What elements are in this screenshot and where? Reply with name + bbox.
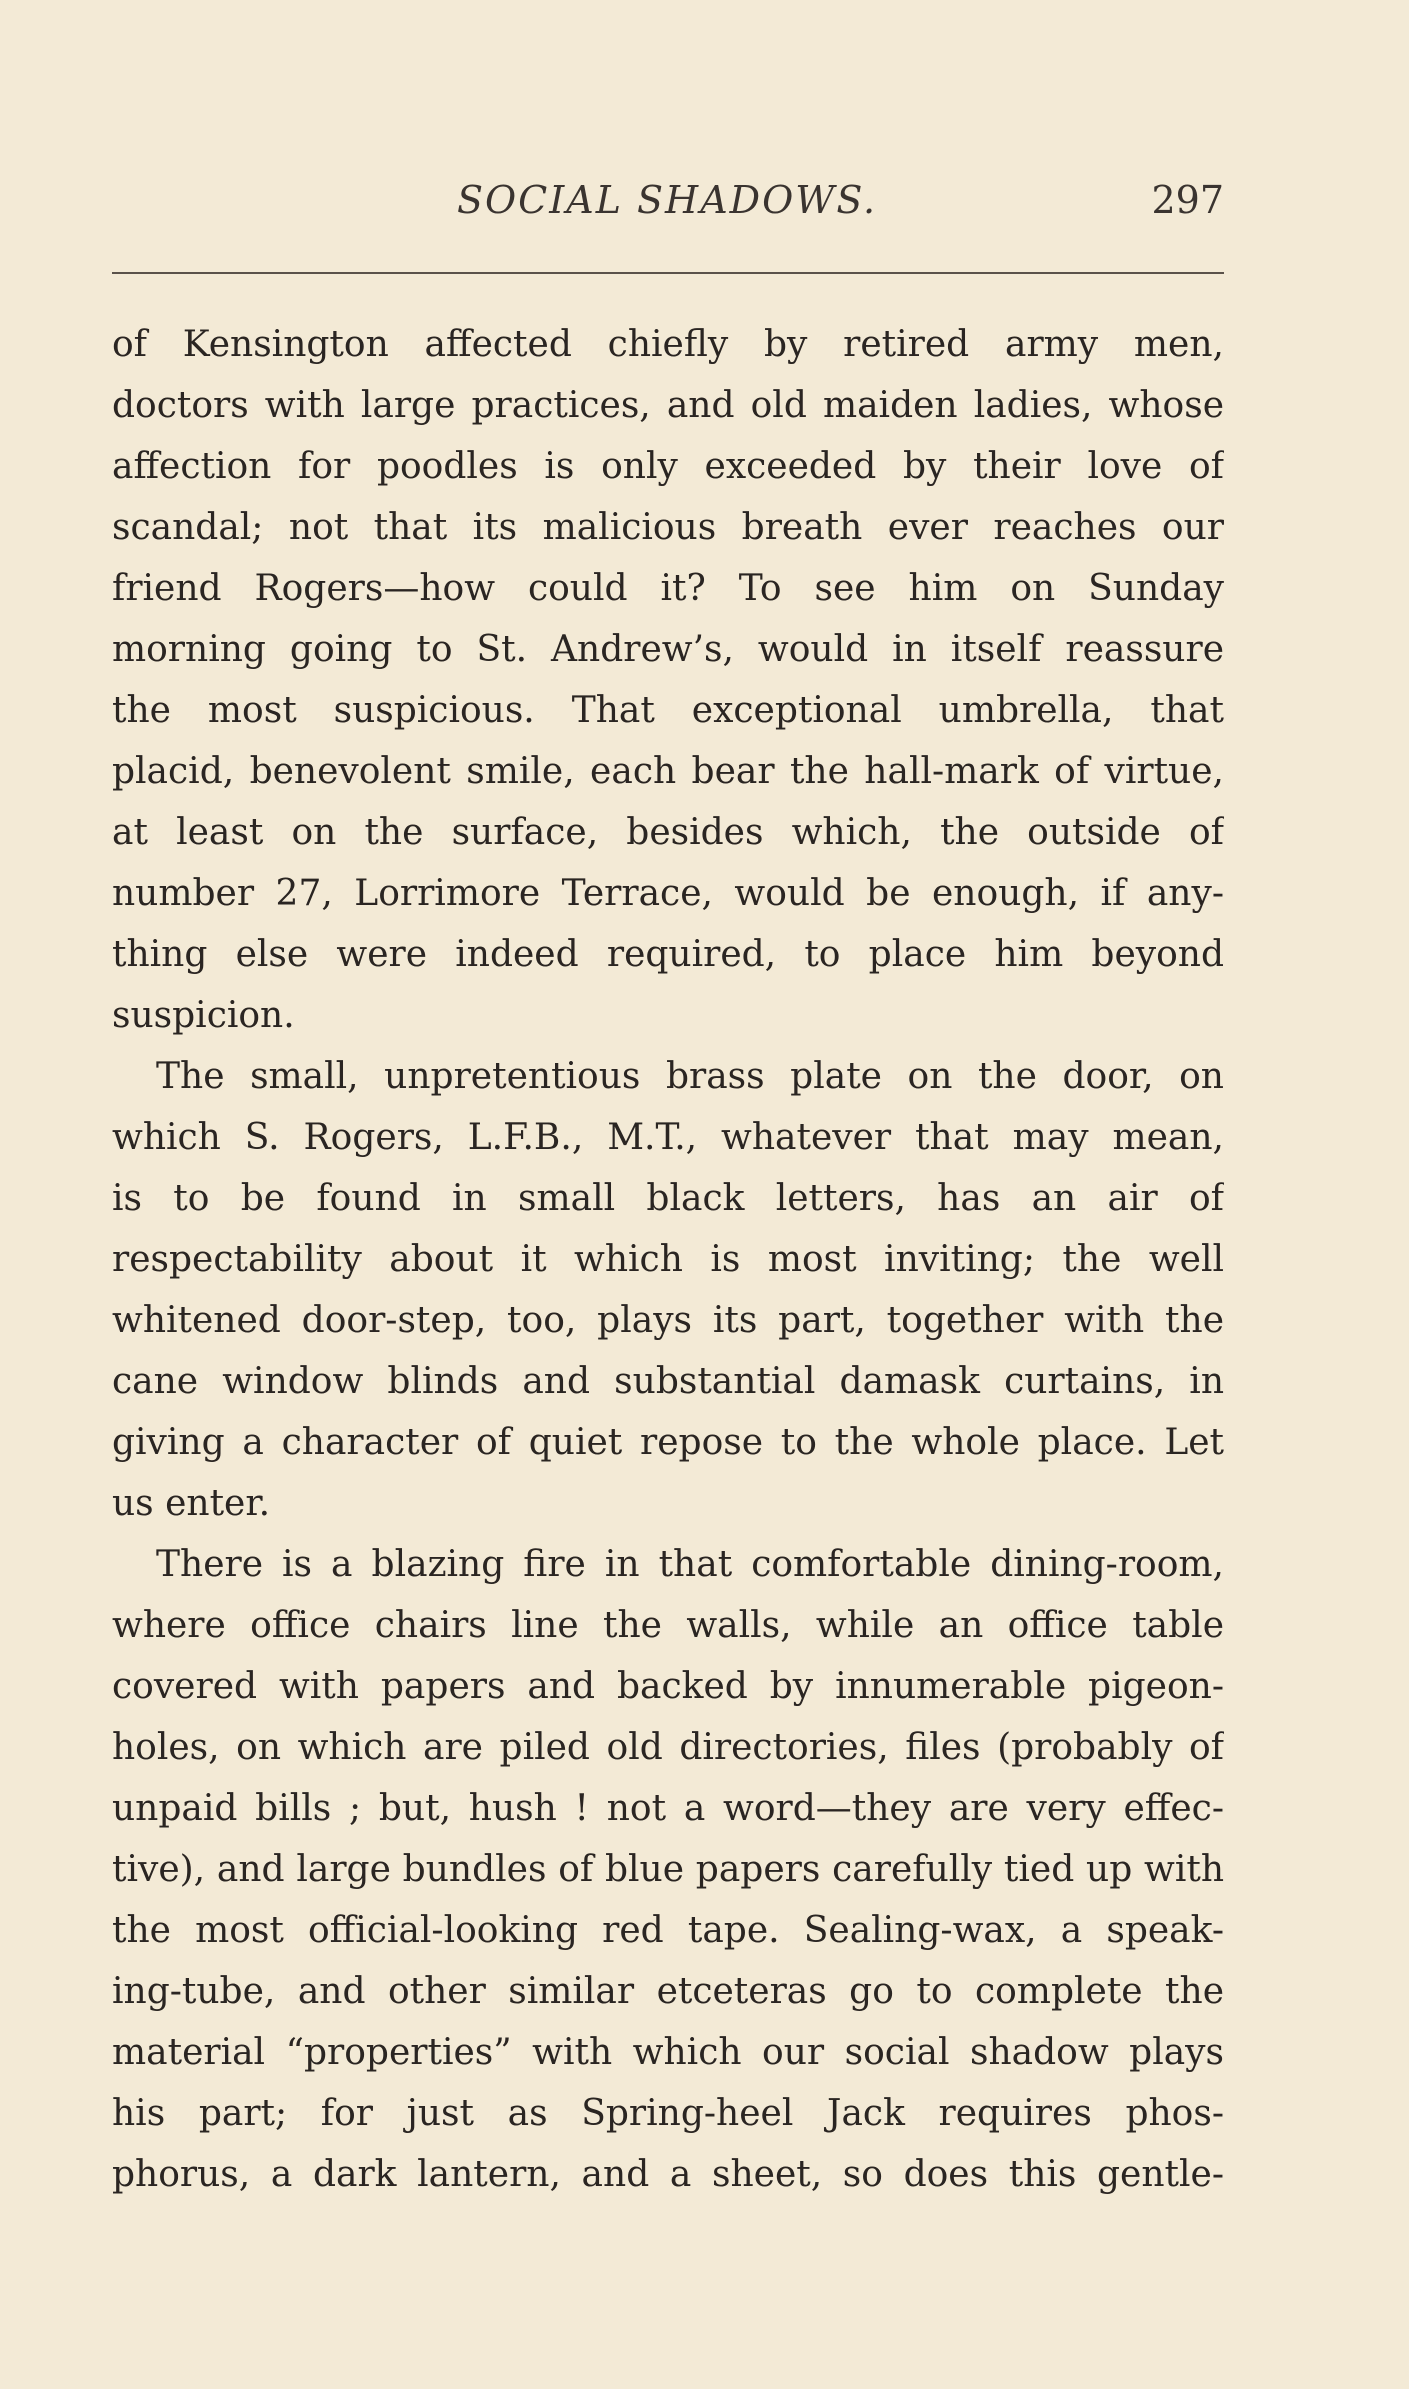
page-header [112, 178, 1224, 234]
text-line: friend Rogers—how could it? To see him on Sunday [112, 568, 1224, 609]
body-text [112, 314, 1224, 2205]
text-line: number 27, Lorrimore Terrace, would be enough, if any- [112, 873, 1224, 914]
text-line: phorus, a dark lantern, and a sheet, so does this gentle- [112, 2154, 1224, 2195]
text-line: tive), and large bundles of blue papers carefully tied up with [112, 1849, 1224, 1890]
text-line: material “properties” with which our social shadow plays [112, 2032, 1224, 2073]
text-line: us enter. [112, 1483, 271, 1524]
text-line: unpaid bills ; but, hush ! not a word—they are very effec- [112, 1788, 1224, 1829]
text-line: giving a character of quiet repose to the whole place. Let [112, 1422, 1224, 1463]
text-line: The small, unpretentious brass plate on the door, on [156, 1056, 1224, 1097]
text-line: the most official-looking red tape. Sealing-wax, a speak- [112, 1910, 1224, 1951]
text-line: respectability about it which is most inviting; the well [112, 1239, 1224, 1280]
header-rule [112, 272, 1224, 274]
text-line: is to be found in small black letters, has an air of [112, 1178, 1224, 1219]
text-line: placid, benevolent smile, each bear the hall-mark of virtue, [112, 751, 1224, 792]
book-page [112, 0, 1224, 2389]
running-title: SOCIAL SHADOWS. [457, 178, 878, 222]
text-line: morning going to St. Andrew’s, would in itself reassure [112, 629, 1224, 670]
text-line: thing else were indeed required, to place him beyond [112, 934, 1224, 975]
text-line: the most suspicious. That exceptional umbrella, that [112, 690, 1224, 731]
text-line: of Kensington affected chiefly by retired army men, [112, 324, 1224, 365]
text-line: scandal; not that its malicious breath ever reaches our [112, 507, 1224, 548]
text-line: ing-tube, and other similar etceteras go to complete the [112, 1971, 1224, 2012]
text-line: covered with papers and backed by innumerable pigeon- [112, 1666, 1224, 1707]
text-line: which S. Rogers, L.F.B., M.T., whatever that may mean, [112, 1117, 1224, 1158]
text-line: at least on the surface, besides which, the outside of [112, 812, 1224, 853]
text-line: where office chairs line the walls, while an office table [112, 1605, 1224, 1646]
text-line: doctors with large practices, and old maiden ladies, whose [112, 385, 1224, 426]
text-line: affection for poodles is only exceeded by their love of [112, 446, 1224, 487]
text-line: his part; for just as Spring-heel Jack requires phos- [112, 2093, 1224, 2134]
text-line: There is a blazing fire in that comfortable dining-room, [156, 1544, 1224, 1585]
text-line: cane window blinds and substantial damask curtains, in [112, 1361, 1224, 1402]
page-number: 297 [1151, 178, 1224, 222]
text-line: whitened door-step, too, plays its part, together with the [112, 1300, 1224, 1341]
text-line: holes, on which are piled old directories, files (probably of [112, 1727, 1224, 1768]
text-line: suspicion. [112, 995, 295, 1036]
